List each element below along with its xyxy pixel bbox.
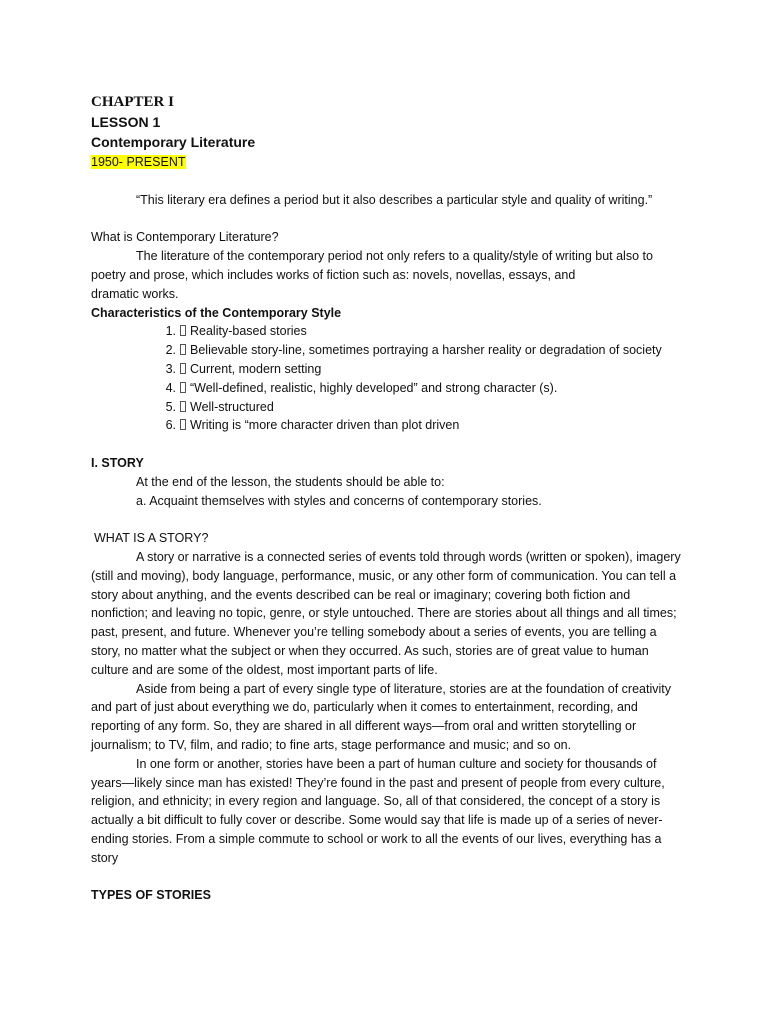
list-item: 5. Well-structured <box>165 399 274 414</box>
list-item: 2. Believable story-line, sometimes portraying a harsher reality or degradation of society <box>165 343 662 358</box>
missing-glyph-icon <box>180 344 186 355</box>
definition-question: What is Contemporary Literature? <box>91 230 279 245</box>
story-question: WHAT IS A STORY? <box>94 531 209 546</box>
missing-glyph-icon <box>180 419 186 430</box>
definition-paragraph-cont: dramatic works. <box>91 286 179 301</box>
types-heading: TYPES OF STORIES <box>91 888 211 903</box>
chapter-heading: CHAPTER I <box>91 94 174 110</box>
document-content <box>91 92 681 905</box>
story-paragraph: A story or narrative is a connected series of events told through words (written or spoken), imagery (still and moving), body language, performance, music, or any other form of communication. You can tell a story about anything, and the events described can be real or imaginary; covering both fiction and nonfiction; and leaving no topic, genre, or style untouched. There are stories about all things and all times; past, present, and future. Whenever you’re telling somebody about a series of events, you are telling a story, no matter what the subject or when they occurred. As such, stories are of great value to human culture and are some of the oldest, most important parts of life. <box>91 549 681 677</box>
characteristics-list <box>91 322 681 435</box>
missing-glyph-icon <box>180 401 186 412</box>
list-item: 4. “Well-defined, realistic, highly developed” and strong character (s). <box>165 380 558 395</box>
lesson-heading: LESSON 1 <box>91 114 161 130</box>
spacer <box>91 867 681 886</box>
list-item: 1. Reality-based stories <box>165 324 307 339</box>
list-item: 6. Writing is “more character driven than plot driven <box>165 418 460 433</box>
spacer <box>91 172 681 191</box>
period-highlight <box>91 152 681 172</box>
story-paragraph: In one form or another, stories have been a part of human culture and society for thousands of years—likely since man has existed! They’re found in the past and present of people from every culture, religion, and ethnicity; in every region and language. So, all of that considered, the concept of a story is actually a bit difficult to fully cover or describe. Some would say that life is made up of a series of never-ending stories. From a simple commute to school or work to all the events of our lives, everything has a story <box>91 756 665 865</box>
story-heading: I. STORY <box>91 455 144 470</box>
list-item: 3. Current, modern setting <box>165 361 322 376</box>
objective-intro: At the end of the lesson, the students should be able to: <box>136 474 445 489</box>
spacer <box>91 210 681 229</box>
lesson-title: Contemporary Literature <box>91 134 256 150</box>
missing-glyph-icon <box>180 382 186 393</box>
definition-paragraph: The literature of the contemporary period not only refers to a quality/style of writing but also to poetry and prose, which includes works of fiction such as: novels, novellas, essays, and <box>91 249 653 282</box>
story-paragraph: Aside from being a part of every single type of literature, stories are at the foundation of creativity and part of just about everything we do, particularly when it comes to entertainment, recording, and reporting of any form. So, they are shared in all different ways—from oral and written storytelling or journalism; to TV, film, and radio; to fine arts, stage performance and music; and so on. <box>91 681 672 752</box>
spacer <box>91 510 681 529</box>
quote-paragraph: “This literary era defines a period but it also describes a particular style and quality of writing.” <box>136 192 653 207</box>
period-text: 1950- PRESENT <box>91 155 186 169</box>
missing-glyph-icon <box>180 363 186 374</box>
spacer <box>91 435 681 454</box>
objective-a: a. Acquaint themselves with styles and concerns of contemporary stories. <box>136 493 542 508</box>
characteristics-heading: Characteristics of the Contemporary Style <box>91 305 342 320</box>
missing-glyph-icon <box>180 325 186 336</box>
